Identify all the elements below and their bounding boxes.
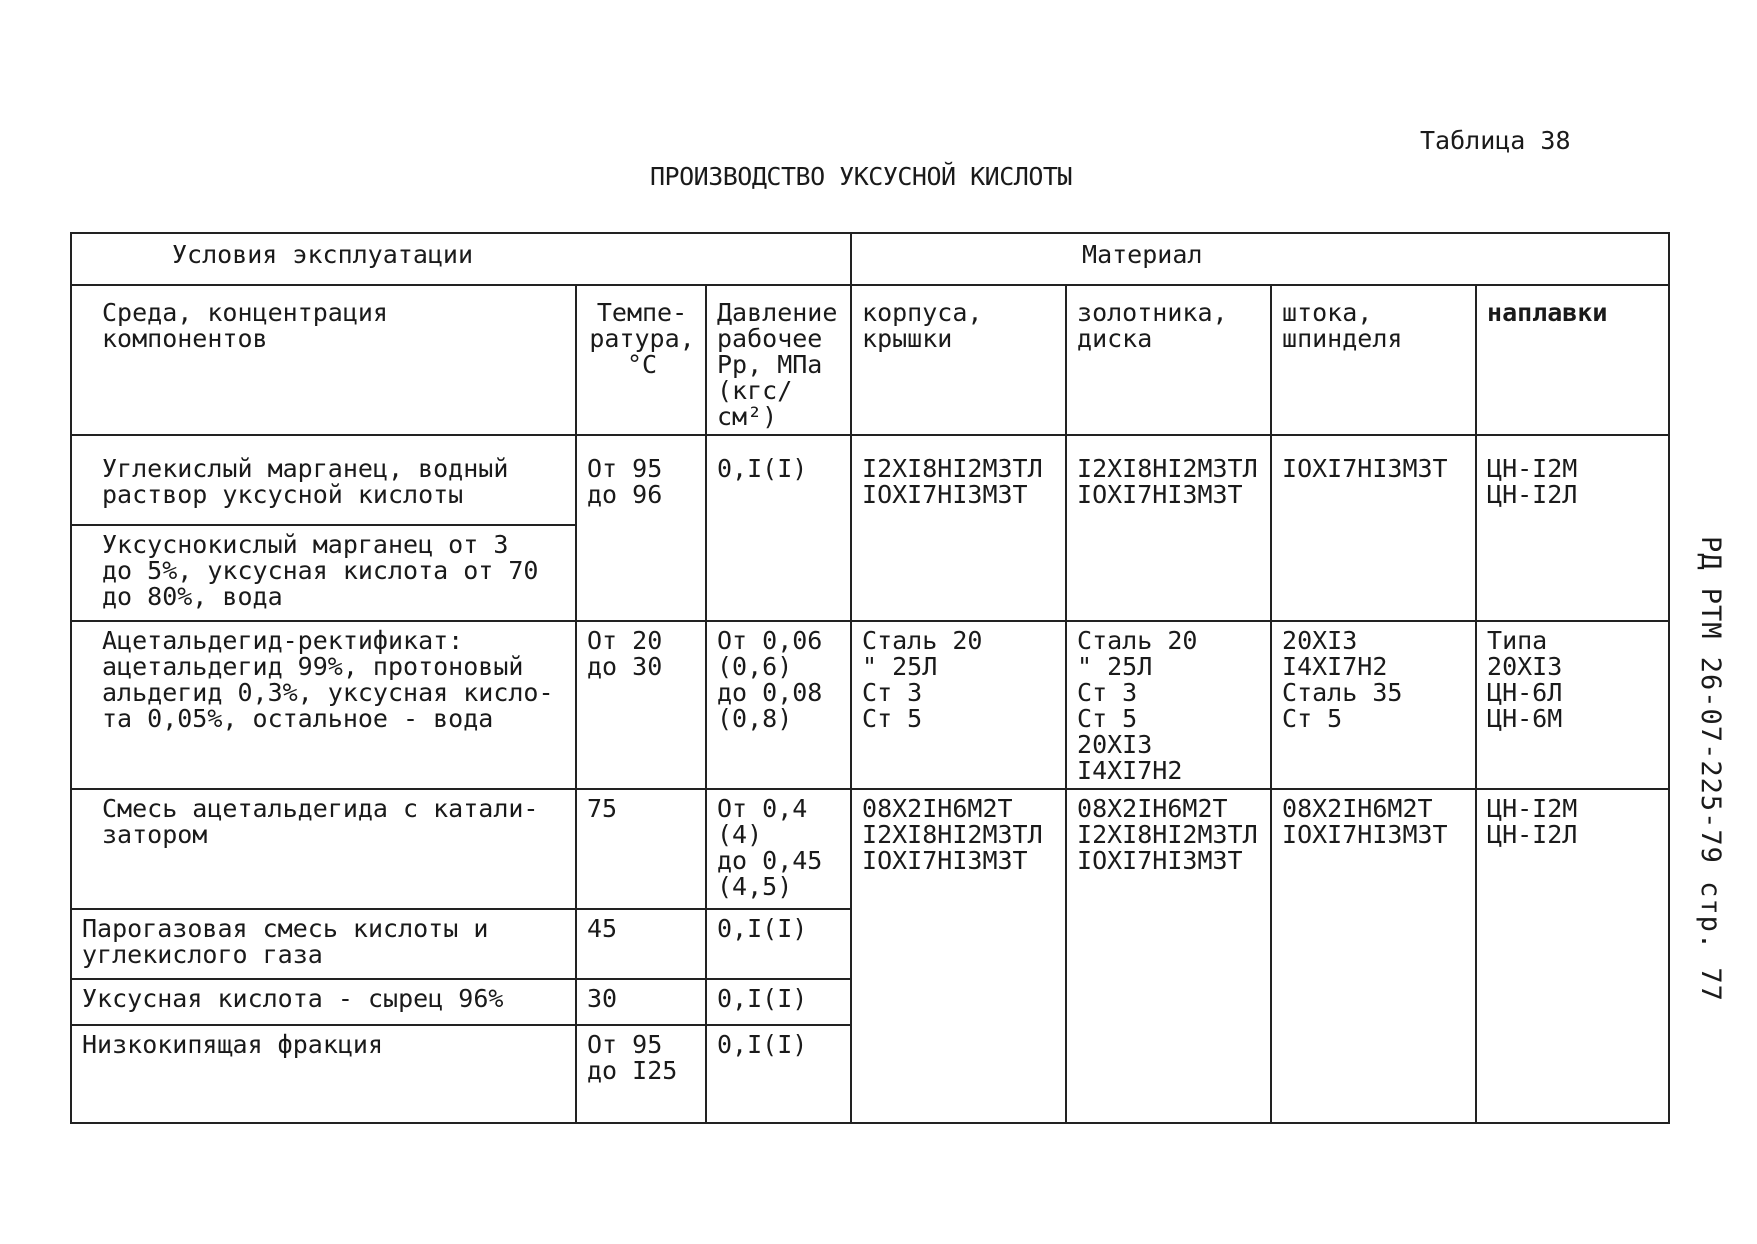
temperature-cell: 30 [576, 979, 706, 1025]
disc-material-cell: I2XI8HI2M3TЛ IOXI7HI3M3T [1066, 435, 1271, 621]
pressure-cell: От 0,4 (4) до 0,45 (4,5) [706, 789, 851, 909]
stem-material-cell: 20XI3 I4XI7H2 Сталь 35 Ст 5 [1271, 621, 1476, 789]
surfacing-material-cell: ЦН-I2M ЦН-I2Л [1476, 435, 1669, 621]
column-header-body: корпуса, крышки [851, 285, 1066, 435]
temperature-cell: 45 [576, 909, 706, 979]
media-cell: Низкокипящая фракция [71, 1025, 576, 1123]
media-cell: Уксусная кислота - сырец 96% [71, 979, 576, 1025]
media-cell: Смесь ацетальдегида с катали- затором [71, 789, 576, 909]
temperature-cell: 75 [576, 789, 706, 909]
body-material-cell: 08X2IH6M2T I2XI8HI2M3TЛ IOXI7HI3M3T [851, 789, 1066, 1123]
column-header-row [71, 285, 1669, 435]
stem-material-cell: 08X2IH6M2T IOXI7HI3M3T [1271, 789, 1476, 1123]
document-code: РД РТМ 26-07-225-79 стр. 77 [1695, 536, 1726, 1002]
table-row [71, 621, 1669, 789]
disc-material-cell: 08X2IH6M2T I2XI8HI2M3TЛ IOXI7HI3M3T [1066, 789, 1271, 1123]
media-cell: Парогазовая смесь кислоты и углекислого газа [71, 909, 576, 979]
group-header-material: Материал [851, 233, 1669, 285]
pressure-cell: От 0,06 (0,6) до 0,08 (0,8) [706, 621, 851, 789]
surfacing-material-cell: Типа 20XI3 ЦН-6Л ЦН-6М [1476, 621, 1669, 789]
group-header-conditions: Условия эксплуатации [71, 233, 851, 285]
media-cell: Углекислый марганец, водный раствор уксусной кислоты [71, 435, 576, 525]
column-header-surfacing: наплавки [1476, 285, 1669, 435]
table-title: ПРОИЗВОДСТВО УКСУСНОЙ КИСЛОТЫ [650, 162, 1072, 191]
surfacing-material-cell: ЦН-I2M ЦН-I2Л [1476, 789, 1669, 1123]
pressure-cell: 0,I(I) [706, 979, 851, 1025]
temperature-cell: От 20 до 30 [576, 621, 706, 789]
column-header-pressure: Давление рабочее Рр, МПа (кгс/см²) [706, 285, 851, 435]
temperature-cell: От 95 до I25 [576, 1025, 706, 1123]
body-material-cell: Сталь 20 " 25Л Ст 3 Ст 5 [851, 621, 1066, 789]
pressure-cell: 0,I(I) [706, 909, 851, 979]
media-cell: Ацетальдегид-ректификат: ацетальдегид 99%, протоновый альдегид 0,3%, уксусная кисло- та 0,05%, остальное - вода [71, 621, 576, 789]
media-cell: Уксуснокислый марганец от 3 до 5%, уксусная кислота от 70 до 80%, вода [71, 525, 576, 621]
table-row [71, 789, 1669, 909]
table-number: Таблица 38 [1420, 126, 1571, 155]
column-header-stem: штока, шпинделя [1271, 285, 1476, 435]
pressure-cell: 0,I(I) [706, 1025, 851, 1123]
body-material-cell: I2XI8HI2M3TЛ IOXI7HI3M3T [851, 435, 1066, 621]
group-header-row [71, 233, 1669, 285]
disc-material-cell: Сталь 20 " 25Л Ст 3 Ст 5 20XI3 I4XI7H2 [1066, 621, 1271, 789]
column-header-media: Среда, концентрация компонентов [71, 285, 576, 435]
column-header-disc: золотника, диска [1066, 285, 1271, 435]
column-header-temperature: Темпе- ратура, °С [576, 285, 706, 435]
materials-table [70, 232, 1670, 1124]
table-row [71, 435, 1669, 525]
pressure-cell: 0,I(I) [706, 435, 851, 621]
temperature-cell: От 95 до 96 [576, 435, 706, 621]
stem-material-cell: IOXI7HI3M3T [1271, 435, 1476, 621]
